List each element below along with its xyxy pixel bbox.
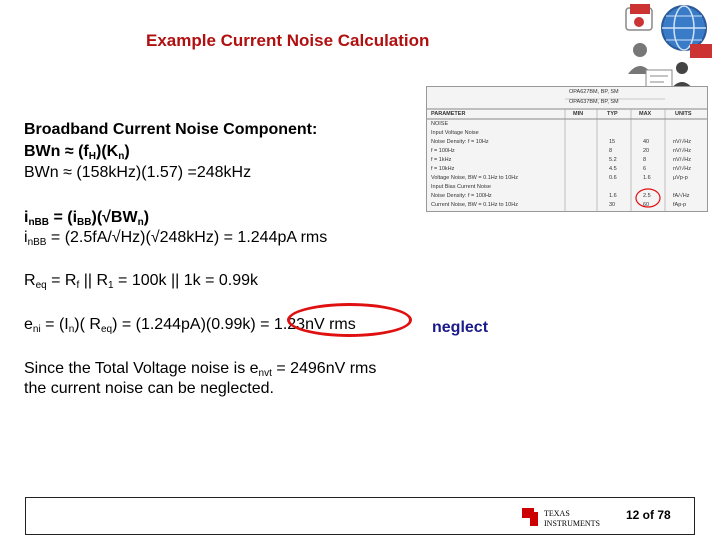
eni-formula: $e_{ni} = (I_n)$( $R_{eq}) = (1.244pA)(0.99k) = 1.23nV$ rms bbox=[24, 316, 356, 335]
ds-units-cell: fA/√Hz bbox=[673, 193, 690, 199]
ds-max-cell: 2.5 bbox=[643, 193, 651, 199]
ds-max-cell: 6 bbox=[643, 166, 647, 172]
presenter-icons bbox=[624, 2, 716, 92]
bwn-calculation: BWn ≈ (158kHz)(1.57) =248kHz bbox=[24, 164, 252, 181]
ds-param-cell: Input Voltage Noise bbox=[431, 130, 479, 136]
ds-typ-cell: 1.6 bbox=[609, 193, 617, 199]
neglect-label: neglect bbox=[432, 319, 489, 336]
page-number: 12 of 78 bbox=[626, 508, 671, 522]
ds-typ-cell: 8 bbox=[609, 148, 613, 154]
req-formula: $R_{eq} = R_f$ || $R_1 = 100k$ || 1k = 0.99k bbox=[24, 272, 258, 291]
ds-max-cell: 60 bbox=[643, 202, 650, 208]
ds-typ-cell: 0.6 bbox=[609, 175, 617, 181]
bwn-formula: BWn ≈ $(f_H)(K_n)$ bbox=[24, 143, 130, 162]
ti-logo-icon bbox=[520, 504, 612, 530]
ds-param-cell: Noise Density: f = 100Hz bbox=[431, 193, 492, 199]
ds-header-units: UNITS bbox=[675, 111, 692, 117]
ds-max-cell: 20 bbox=[643, 148, 650, 154]
ds-typ-cell: 15 bbox=[609, 139, 616, 145]
inbb-formula: $i_{nBB} = (i_{BB})(√BW_n)$ bbox=[24, 209, 150, 228]
ds-param-cell: NOISE bbox=[431, 121, 449, 127]
ds-param-cell: f = 1kHz bbox=[431, 157, 452, 163]
result-highlight-oval bbox=[287, 303, 412, 337]
ds-units-cell: nV/√Hz bbox=[673, 166, 691, 172]
ds-param-cell: f = 100Hz bbox=[431, 148, 455, 154]
ds-param-cell: f = 10kHz bbox=[431, 166, 455, 172]
ds-units-cell: μVp-p bbox=[673, 175, 688, 181]
ds-typ-cell: 30 bbox=[609, 202, 616, 208]
slide-title: Example Current Noise Calculation bbox=[146, 31, 430, 50]
ds-max-cell: 1.6 bbox=[643, 175, 651, 181]
inbb-calculation: $i_{nBB} = (2.5fA/√Hz)(√248kHz) = 1.244pA$ rms bbox=[24, 229, 328, 248]
ds-header-min: MIN bbox=[573, 111, 584, 117]
conclusion-line-1: Since the Total Voltage noise is $e_{nvt} = 2496nV$ rms bbox=[24, 360, 377, 379]
ds-units-cell: nV/√Hz bbox=[673, 148, 691, 154]
ds-units-cell: fAp-p bbox=[673, 202, 687, 208]
ds-param-cell: Voltage Noise, BW = 0.1Hz to 10Hz bbox=[431, 175, 518, 181]
ds-model-2: OPA637BM, BP, SM bbox=[569, 99, 619, 105]
ds-param-cell: Noise Density: f = 10Hz bbox=[431, 139, 489, 145]
ds-header-typ: TYP bbox=[607, 111, 618, 117]
ds-typ-cell: 4.5 bbox=[609, 166, 617, 172]
ti-logo-text-2: INSTRUMENTS bbox=[544, 519, 601, 528]
ds-header-param: PARAMETER bbox=[431, 111, 466, 117]
ds-param-cell: Current Noise, BW = 0.1Hz to 10Hz bbox=[431, 202, 518, 208]
ds-max-cell: 40 bbox=[643, 139, 650, 145]
ds-units-cell: nV/√Hz bbox=[673, 139, 691, 145]
ti-logo-text-1: TEXAS bbox=[544, 509, 570, 518]
ds-units-cell: nV/√Hz bbox=[673, 157, 691, 163]
ds-model-1: OPA627BM, BP, SM bbox=[569, 89, 619, 95]
ds-param-cell: Input Bias Current Noise bbox=[431, 184, 491, 190]
ds-max-cell: 8 bbox=[643, 157, 647, 163]
conclusion-line-2: the current noise can be neglected. bbox=[24, 380, 274, 397]
ds-header-max: MAX bbox=[639, 111, 652, 117]
heading-broadband: Broadband Current Noise Component: bbox=[24, 121, 318, 138]
datasheet-excerpt bbox=[426, 86, 708, 212]
ds-typ-cell: 5.2 bbox=[609, 157, 617, 163]
